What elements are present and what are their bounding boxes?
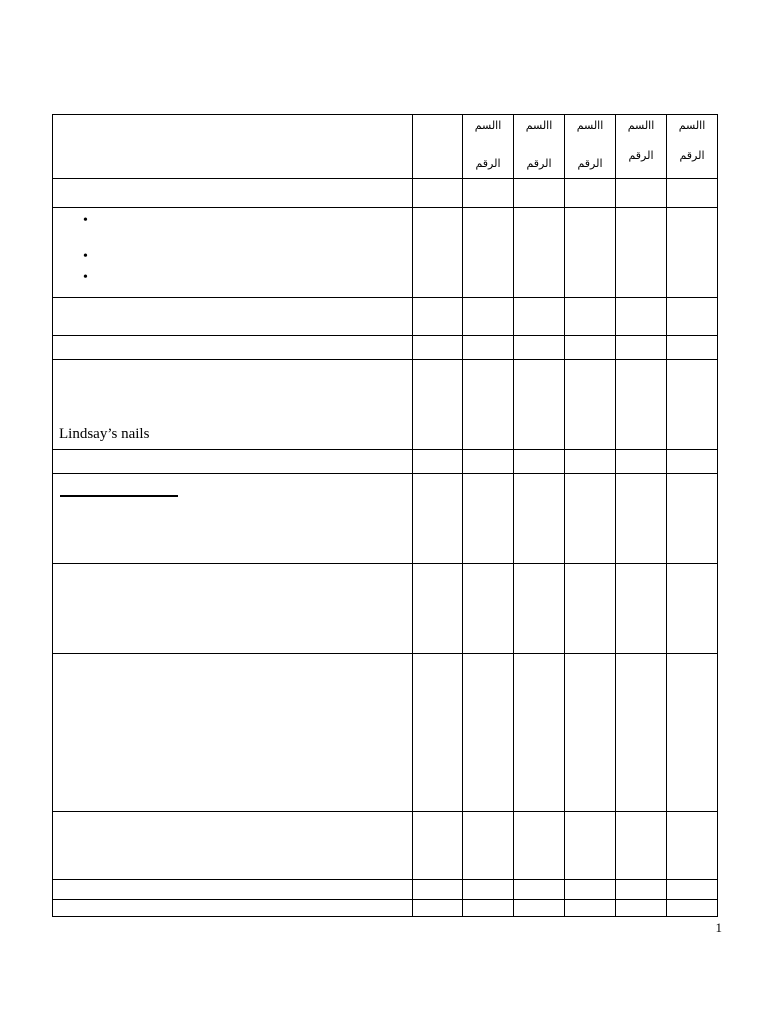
number-label: الرقم xyxy=(475,157,501,170)
table-cell xyxy=(667,654,718,812)
criteria-cell xyxy=(53,298,413,336)
table-cell xyxy=(463,298,514,336)
page-number: 1 xyxy=(715,920,722,935)
table-cell xyxy=(413,298,463,336)
table-cell xyxy=(616,564,667,654)
criteria-cell xyxy=(53,450,413,474)
criteria-cell xyxy=(53,880,413,900)
table-cell xyxy=(616,654,667,812)
header-criteria-cell xyxy=(53,115,413,179)
criteria-cell xyxy=(53,564,413,654)
table-cell xyxy=(616,474,667,564)
table-cell xyxy=(667,336,718,360)
table-cell xyxy=(565,654,616,812)
table-cell xyxy=(413,208,463,298)
table-cell xyxy=(667,360,718,450)
table-cell xyxy=(514,880,565,900)
table-cell xyxy=(514,900,565,917)
table-cell xyxy=(667,179,718,208)
table-cell xyxy=(413,336,463,360)
table-cell xyxy=(667,208,718,298)
table-cell xyxy=(667,450,718,474)
table-cell xyxy=(413,179,463,208)
table-cell xyxy=(667,474,718,564)
table-cell xyxy=(565,336,616,360)
table-cell xyxy=(413,654,463,812)
underline-mark xyxy=(60,495,178,497)
table-row xyxy=(53,360,718,450)
table-header-row xyxy=(53,115,718,179)
table-cell xyxy=(514,654,565,812)
table-cell xyxy=(616,450,667,474)
table-cell xyxy=(514,812,565,880)
table-row xyxy=(53,474,718,564)
table-cell xyxy=(616,336,667,360)
table-cell xyxy=(565,474,616,564)
table-cell xyxy=(667,298,718,336)
criteria-cell xyxy=(53,336,413,360)
table-cell xyxy=(413,812,463,880)
table-cell xyxy=(413,900,463,917)
table-cell xyxy=(514,298,565,336)
table-cell xyxy=(565,812,616,880)
table-cell xyxy=(565,450,616,474)
header-student-cell xyxy=(667,115,718,179)
table-cell xyxy=(565,208,616,298)
criteria-cell xyxy=(53,654,413,812)
criteria-cell xyxy=(53,179,413,208)
table-cell xyxy=(463,880,514,900)
criteria-cell xyxy=(53,360,413,450)
table-row xyxy=(53,179,718,208)
bullet: • xyxy=(83,270,88,285)
table-cell xyxy=(463,812,514,880)
table-cell xyxy=(463,208,514,298)
table-row xyxy=(53,880,718,900)
name-label: االسم xyxy=(474,119,502,132)
number-label: الرقم xyxy=(577,157,603,170)
table-cell xyxy=(565,360,616,450)
number-label: الرقم xyxy=(628,149,654,162)
table-row xyxy=(53,298,718,336)
table-cell xyxy=(463,336,514,360)
table-cell xyxy=(413,360,463,450)
header-student-cell xyxy=(514,115,565,179)
table-cell xyxy=(565,880,616,900)
table-cell xyxy=(667,812,718,880)
table-cell xyxy=(616,900,667,917)
table-cell xyxy=(514,360,565,450)
table-cell xyxy=(565,298,616,336)
name-label: االسم xyxy=(576,119,604,132)
table-cell xyxy=(413,450,463,474)
number-label: الرقم xyxy=(526,157,552,170)
name-label: االسم xyxy=(525,119,553,132)
table-cell xyxy=(565,179,616,208)
table-cell xyxy=(514,336,565,360)
table-cell xyxy=(667,880,718,900)
table-cell xyxy=(463,450,514,474)
table-cell xyxy=(413,564,463,654)
table-row xyxy=(53,450,718,474)
table-cell xyxy=(463,179,514,208)
criteria-cell xyxy=(53,208,413,298)
assessment-table xyxy=(52,114,718,917)
name-label: االسم xyxy=(627,119,655,132)
table-cell xyxy=(565,564,616,654)
nails-text: Lindsay’s nails xyxy=(59,426,150,442)
table-cell xyxy=(667,564,718,654)
table-cell xyxy=(463,564,514,654)
table-cell xyxy=(616,179,667,208)
table-cell xyxy=(514,450,565,474)
table-cell xyxy=(514,474,565,564)
table-row xyxy=(53,812,718,880)
table-row xyxy=(53,900,718,917)
table-row xyxy=(53,336,718,360)
header-student-cell xyxy=(616,115,667,179)
table-row xyxy=(53,564,718,654)
table-row xyxy=(53,208,718,298)
table-row xyxy=(53,654,718,812)
criteria-cell xyxy=(53,900,413,917)
bullet: • xyxy=(83,249,88,264)
header-student-cell xyxy=(565,115,616,179)
table-cell xyxy=(616,208,667,298)
header-student-cell xyxy=(463,115,514,179)
table-cell xyxy=(667,900,718,917)
table-cell xyxy=(565,900,616,917)
table-cell xyxy=(413,880,463,900)
table-cell xyxy=(514,179,565,208)
name-label: االسم xyxy=(678,119,706,132)
table-cell xyxy=(463,900,514,917)
number-label: الرقم xyxy=(679,149,705,162)
table-cell xyxy=(514,564,565,654)
bullet: • xyxy=(83,213,88,228)
header-blank-cell xyxy=(413,115,463,179)
table-cell xyxy=(514,208,565,298)
table-cell xyxy=(463,360,514,450)
table-cell xyxy=(616,880,667,900)
table-cell xyxy=(413,474,463,564)
table-cell xyxy=(463,654,514,812)
table-cell xyxy=(616,298,667,336)
criteria-cell xyxy=(53,812,413,880)
criteria-cell xyxy=(53,474,413,564)
table-cell xyxy=(463,474,514,564)
table-cell xyxy=(616,360,667,450)
table-cell xyxy=(616,812,667,880)
